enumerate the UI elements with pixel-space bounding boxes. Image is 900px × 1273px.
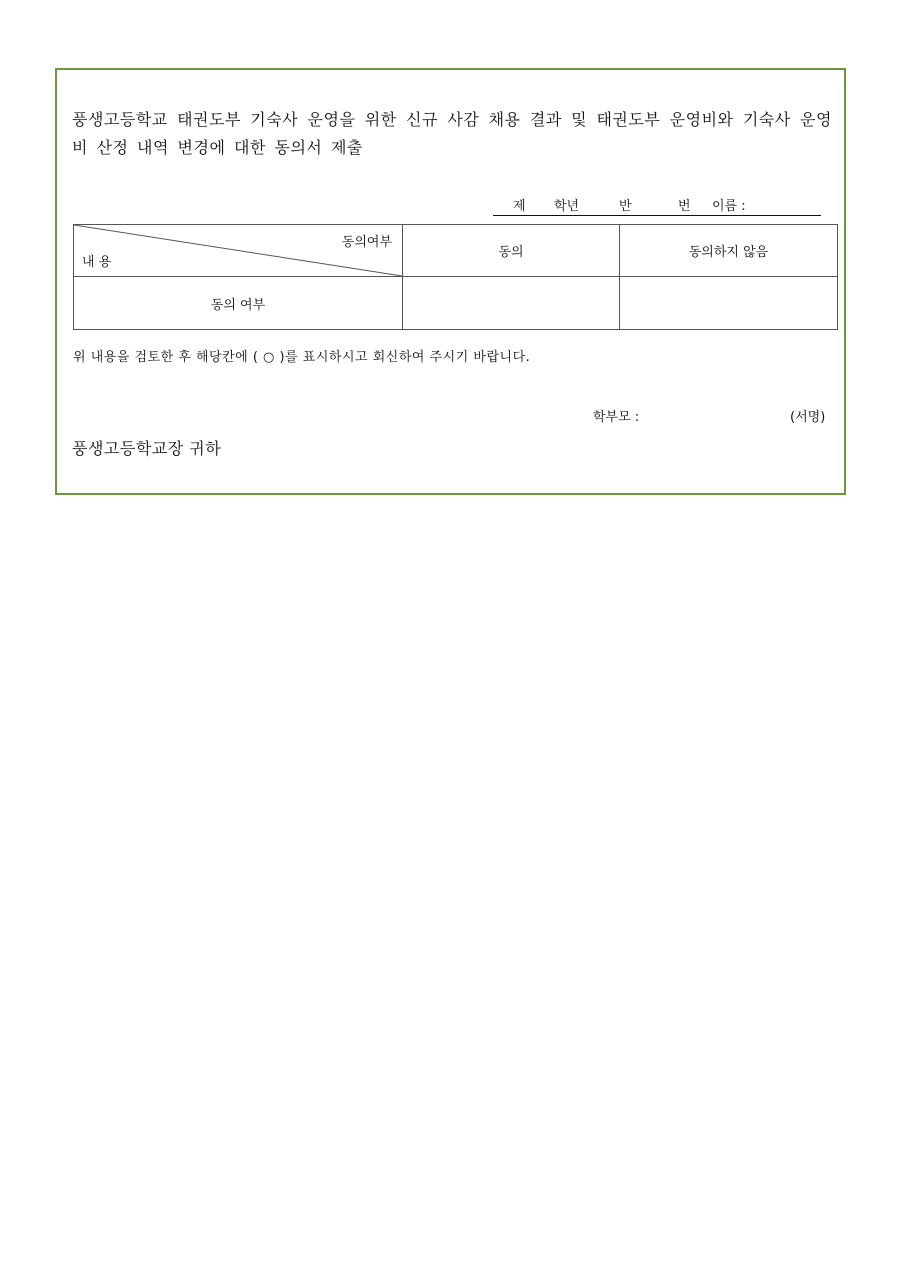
number-label: 번	[678, 199, 691, 214]
class-label: 반	[619, 199, 632, 214]
header-agree: 동의	[403, 225, 620, 277]
disagree-checkbox-cell[interactable]	[620, 277, 838, 330]
grade-prefix: 제	[513, 199, 526, 214]
row-label-consent: 동의 여부	[74, 277, 403, 330]
diagonal-header-cell	[74, 225, 403, 277]
header-consent-status: 동의여부	[341, 235, 392, 250]
name-label: 이름 :	[712, 199, 746, 214]
form-title: 풍생고등학교 태권도부 기숙사 운영을 위한 신규 사감 채용 결과 및 태권도부 운영비와 기숙사 운영비 산정 내역 변경에 대한 동의서 제출	[72, 110, 832, 157]
header-content: 내 용	[82, 255, 112, 270]
student-info-line	[493, 198, 821, 216]
consent-form	[55, 68, 846, 495]
grade-label: 학년	[554, 199, 580, 214]
consent-table	[73, 224, 838, 330]
addressee: 풍생고등학교장 귀하	[72, 439, 222, 458]
table-row	[74, 277, 838, 330]
signature-mark-label: (서명)	[790, 410, 826, 425]
table-header-row	[74, 225, 838, 277]
header-disagree: 동의하지 않음	[620, 225, 838, 277]
instruction-text: 위 내용을 검토한 후 해당칸에 ( ○ )를 표시하시고 회신하여 주시기 바랍니다.	[73, 350, 531, 365]
parent-signature-label: 학부모 :	[593, 410, 640, 425]
agree-checkbox-cell[interactable]	[403, 277, 620, 330]
